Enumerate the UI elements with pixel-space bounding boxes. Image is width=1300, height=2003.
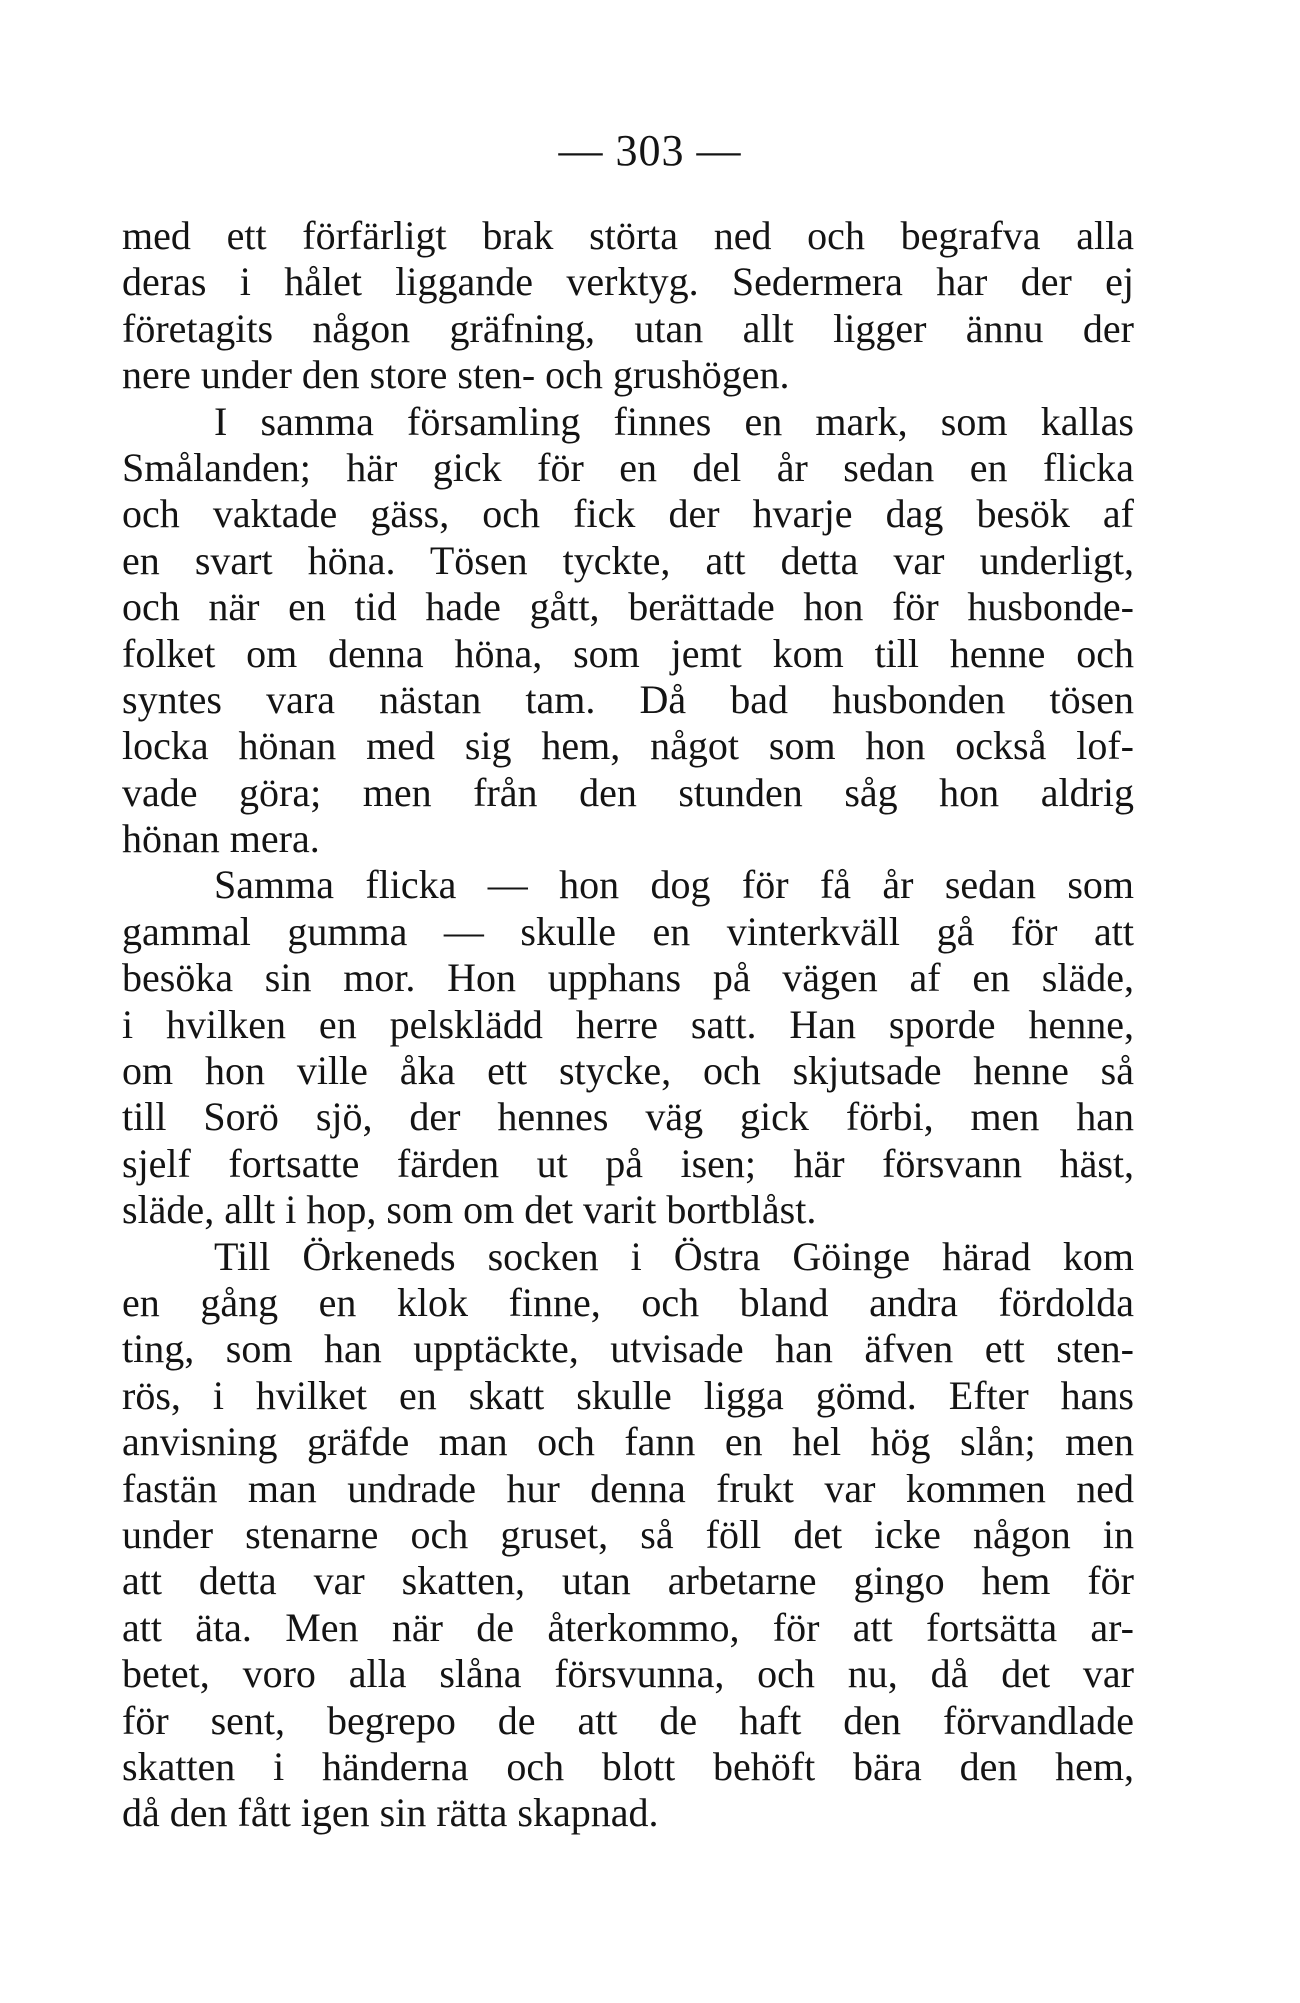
text-line: ting, som han upptäckte, utvisade han äfven ett sten- [122, 1326, 1134, 1372]
text-line: skatten i händerna och blott behöft bära den hem, [122, 1743, 1134, 1789]
text-line: besöka sin mor. Hon upphans på vägen af en släde, [122, 955, 1134, 1001]
text-line: företagits någon gräfning, utan allt ligger ännu der [122, 305, 1134, 351]
text-line: Samma flicka — hon dog för få år sedan som [214, 862, 1134, 908]
text-line: Smålanden; här gick för en del år sedan en flicka [122, 444, 1134, 490]
text-line: en svart höna. Tösen tyckte, att detta var underligt, [122, 537, 1134, 583]
text-line: till Sorö sjö, der hennes väg gick förbi, men han [122, 1094, 1134, 1140]
text-line: syntes vara nästan tam. Då bad husbonden tösen [122, 676, 1134, 722]
text-line: att detta var skatten, utan arbetarne gingo hem för [122, 1558, 1134, 1604]
text-line: och vaktade gäss, och fick der hvarje dag besök af [122, 491, 1134, 537]
text-line: locka hönan med sig hem, något som hon också lof- [122, 723, 1134, 769]
text-line: hönan mera. [122, 816, 320, 862]
text-line: i hvilken en pelsklädd herre satt. Han sporde henne, [122, 1001, 1134, 1047]
text-line: gammal gumma — skulle en vinterkväll gå för att [122, 908, 1134, 954]
text-line: sjelf fortsatte färden ut på isen; här försvann häst, [122, 1140, 1134, 1186]
text-line: med ett förfärligt brak störta ned och begrafva alla [122, 213, 1134, 258]
body-text [122, 213, 1134, 1837]
text-line: betet, voro alla slåna försvunna, och nu, då det var [122, 1651, 1134, 1697]
text-line: folket om denna höna, som jemt kom till henne och [122, 630, 1134, 676]
page-number: — 303 — [558, 126, 742, 175]
text-line: vade göra; men från den stunden såg hon aldrig [122, 769, 1134, 815]
text-line: för sent, begrepo de att de haft den förvandlade [122, 1697, 1134, 1743]
text-line: I samma församling finnes en mark, som kallas [214, 398, 1134, 444]
text-line: släde, allt i hop, som om det varit bortblåst. [122, 1187, 817, 1233]
text-line: en gång en klok finne, och bland andra fördolda [122, 1279, 1134, 1325]
text-line: under stenarne och gruset, så föll det icke någon in [122, 1511, 1134, 1557]
text-line: anvisning gräfde man och fann en hel hög slån; men [122, 1419, 1134, 1465]
text-line: att äta. Men när de återkommo, för att fortsätta ar- [122, 1604, 1134, 1650]
text-line: fastän man undrade hur denna frukt var kommen ned [122, 1465, 1134, 1511]
text-line: nere under den store sten- och grushögen. [122, 352, 790, 398]
text-line: och när en tid hade gått, berättade hon för husbonde- [122, 584, 1134, 630]
text-line: då den fått igen sin rätta skapnad. [122, 1790, 659, 1836]
text-line: om hon ville åka ett stycke, och skjutsade henne så [122, 1048, 1134, 1094]
text-line: Till Örkeneds socken i Östra Göinge härad kom [214, 1233, 1134, 1279]
text-line: deras i hålet liggande verktyg. Sedermera har der ej [122, 259, 1134, 305]
text-line: rös, i hvilket en skatt skulle ligga gömd. Efter hans [122, 1372, 1134, 1418]
